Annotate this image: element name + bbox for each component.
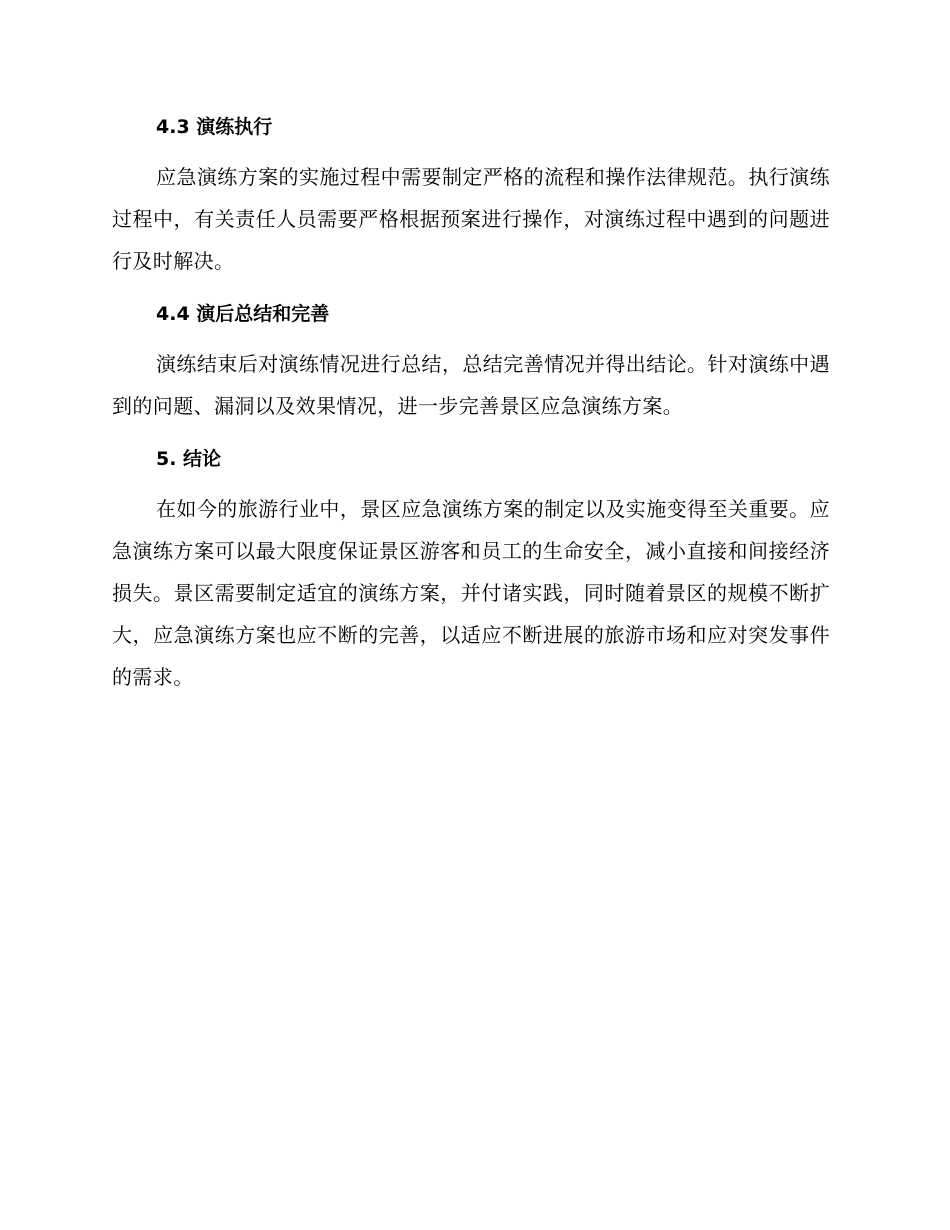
section-heading-4-3: 4.3 演练执行 — [156, 116, 273, 138]
section-paragraph-4-3: 应急演练方案的实施过程中需要制定严格的流程和操作法律规范。执行演练过程中，有关责任人员需要严格根据预案进行操作，对演练过程中遇到的问题进行及时解决。 — [112, 165, 830, 273]
section-heading-5: 5. 结论 — [156, 448, 222, 470]
section-paragraph-5: 在如今的旅游行业中，景区应急演练方案的制定以及实施变得至关重要。应急演练方案可以最大限度保证景区游客和员工的生命安全，减小直接和间接经济损失。景区需要制定适宜的演练方案，并付诸实践，同时随着景区的规模不断扩大，应急演练方案也应不断的完善，以适应不断进展的旅游市场和应对突发事件的需求。 — [112, 497, 830, 689]
document-body — [112, 110, 830, 713]
section-heading-4-4: 4.4 演后总结和完善 — [156, 303, 330, 325]
section-paragraph-4-4: 演练结束后对演练情况进行总结，总结完善情况并得出结论。针对演练中遇到的问题、漏洞以及效果情况，进一步完善景区应急演练方案。 — [112, 352, 830, 418]
